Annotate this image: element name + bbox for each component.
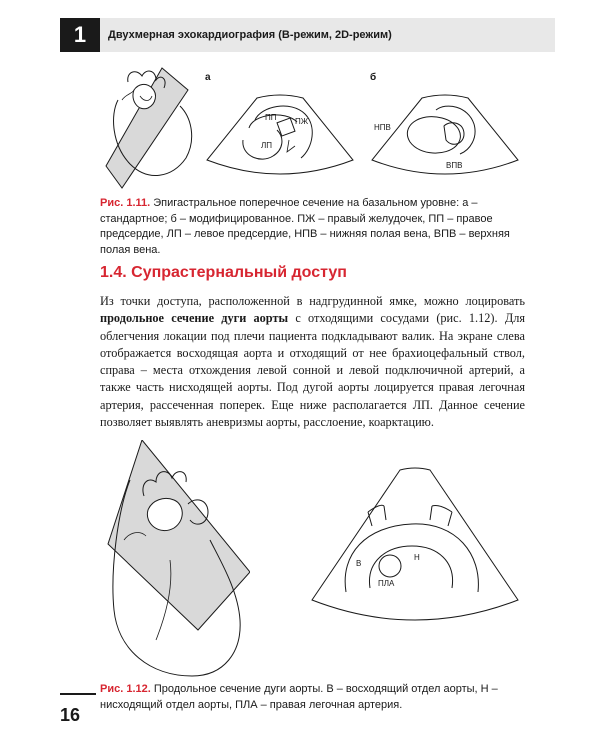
fig-1-11-caption-text: Эпигастральное поперечное сечение на базальном уровне: а – стандартное; б – модифицированное. ПЖ – правый желудочек, ПП – правое предсердие, ЛП – левое предсердие, НПВ – нижняя полая вена, ВПВ – верхняя полая вена. bbox=[100, 197, 510, 256]
fig-1-11-caption bbox=[100, 196, 525, 258]
body-paragraph bbox=[100, 293, 525, 431]
panel-b-label: б bbox=[370, 72, 377, 83]
fig-1-12-echo-sector bbox=[310, 462, 520, 637]
chapter-number-tab: 1 bbox=[60, 18, 100, 52]
fig-1-12-caption bbox=[100, 682, 525, 713]
label-v: В bbox=[356, 559, 362, 568]
label-pla: ПЛА bbox=[378, 579, 395, 588]
label-npv: НПВ bbox=[374, 123, 391, 132]
label-lp: ЛП bbox=[261, 141, 272, 150]
paragraph-bold-term: продольное сечение дуги аорты bbox=[100, 311, 289, 326]
section-title: 1.4. Супрастернальный доступ bbox=[100, 264, 347, 281]
label-vpv: ВПВ bbox=[446, 161, 463, 170]
paragraph-end: с отходящими сосудами (рис. 1.12). Для облегчения локации под плечи пациента подкладывают валик. На экране слева отображается восходящая аорта и отходящий от нее брахиоцефальный ствол, справа – места отхождения левой сонной и левой подключичной артерий, а также часть нисходящей аорты. Под дугой аорты лоцируется правая легочная артерия, рассеченная поперек. Еще ниже располагается ЛП. Данное сечение позволяет выявлять аневризмы аорты, расслоение, коарктацию. bbox=[100, 311, 525, 430]
label-pzh: ПЖ bbox=[295, 117, 309, 126]
fig-1-11-caption-number: Рис. 1.11. bbox=[100, 197, 151, 209]
label-n: Н bbox=[414, 553, 420, 562]
running-header-title: Двухмерная эхокардиография (В-режим, 2D-режим) bbox=[108, 29, 392, 41]
footer-rule bbox=[60, 693, 96, 695]
fig-1-11-heart-illustration bbox=[100, 60, 200, 190]
fig-1-11-panel-a bbox=[205, 70, 355, 180]
fig-1-12-heart-illustration bbox=[100, 440, 250, 685]
fig-1-11-panel-b bbox=[370, 70, 520, 180]
panel-a-label: а bbox=[205, 72, 211, 83]
fig-1-12-caption-number: Рис. 1.12. bbox=[100, 683, 151, 695]
page-number: 16 bbox=[60, 705, 81, 725]
fig-1-12-caption-text: Продольное сечение дуги аорты. В – восходящий отдел аорты, Н – нисходящий отдел аорты, ПЛА – правая легочная артерия. bbox=[100, 683, 498, 711]
paragraph-start: Из точки доступа, расположенной в надгрудинной ямке, можно лоцировать bbox=[100, 294, 525, 308]
label-pp: ПП bbox=[265, 113, 277, 122]
